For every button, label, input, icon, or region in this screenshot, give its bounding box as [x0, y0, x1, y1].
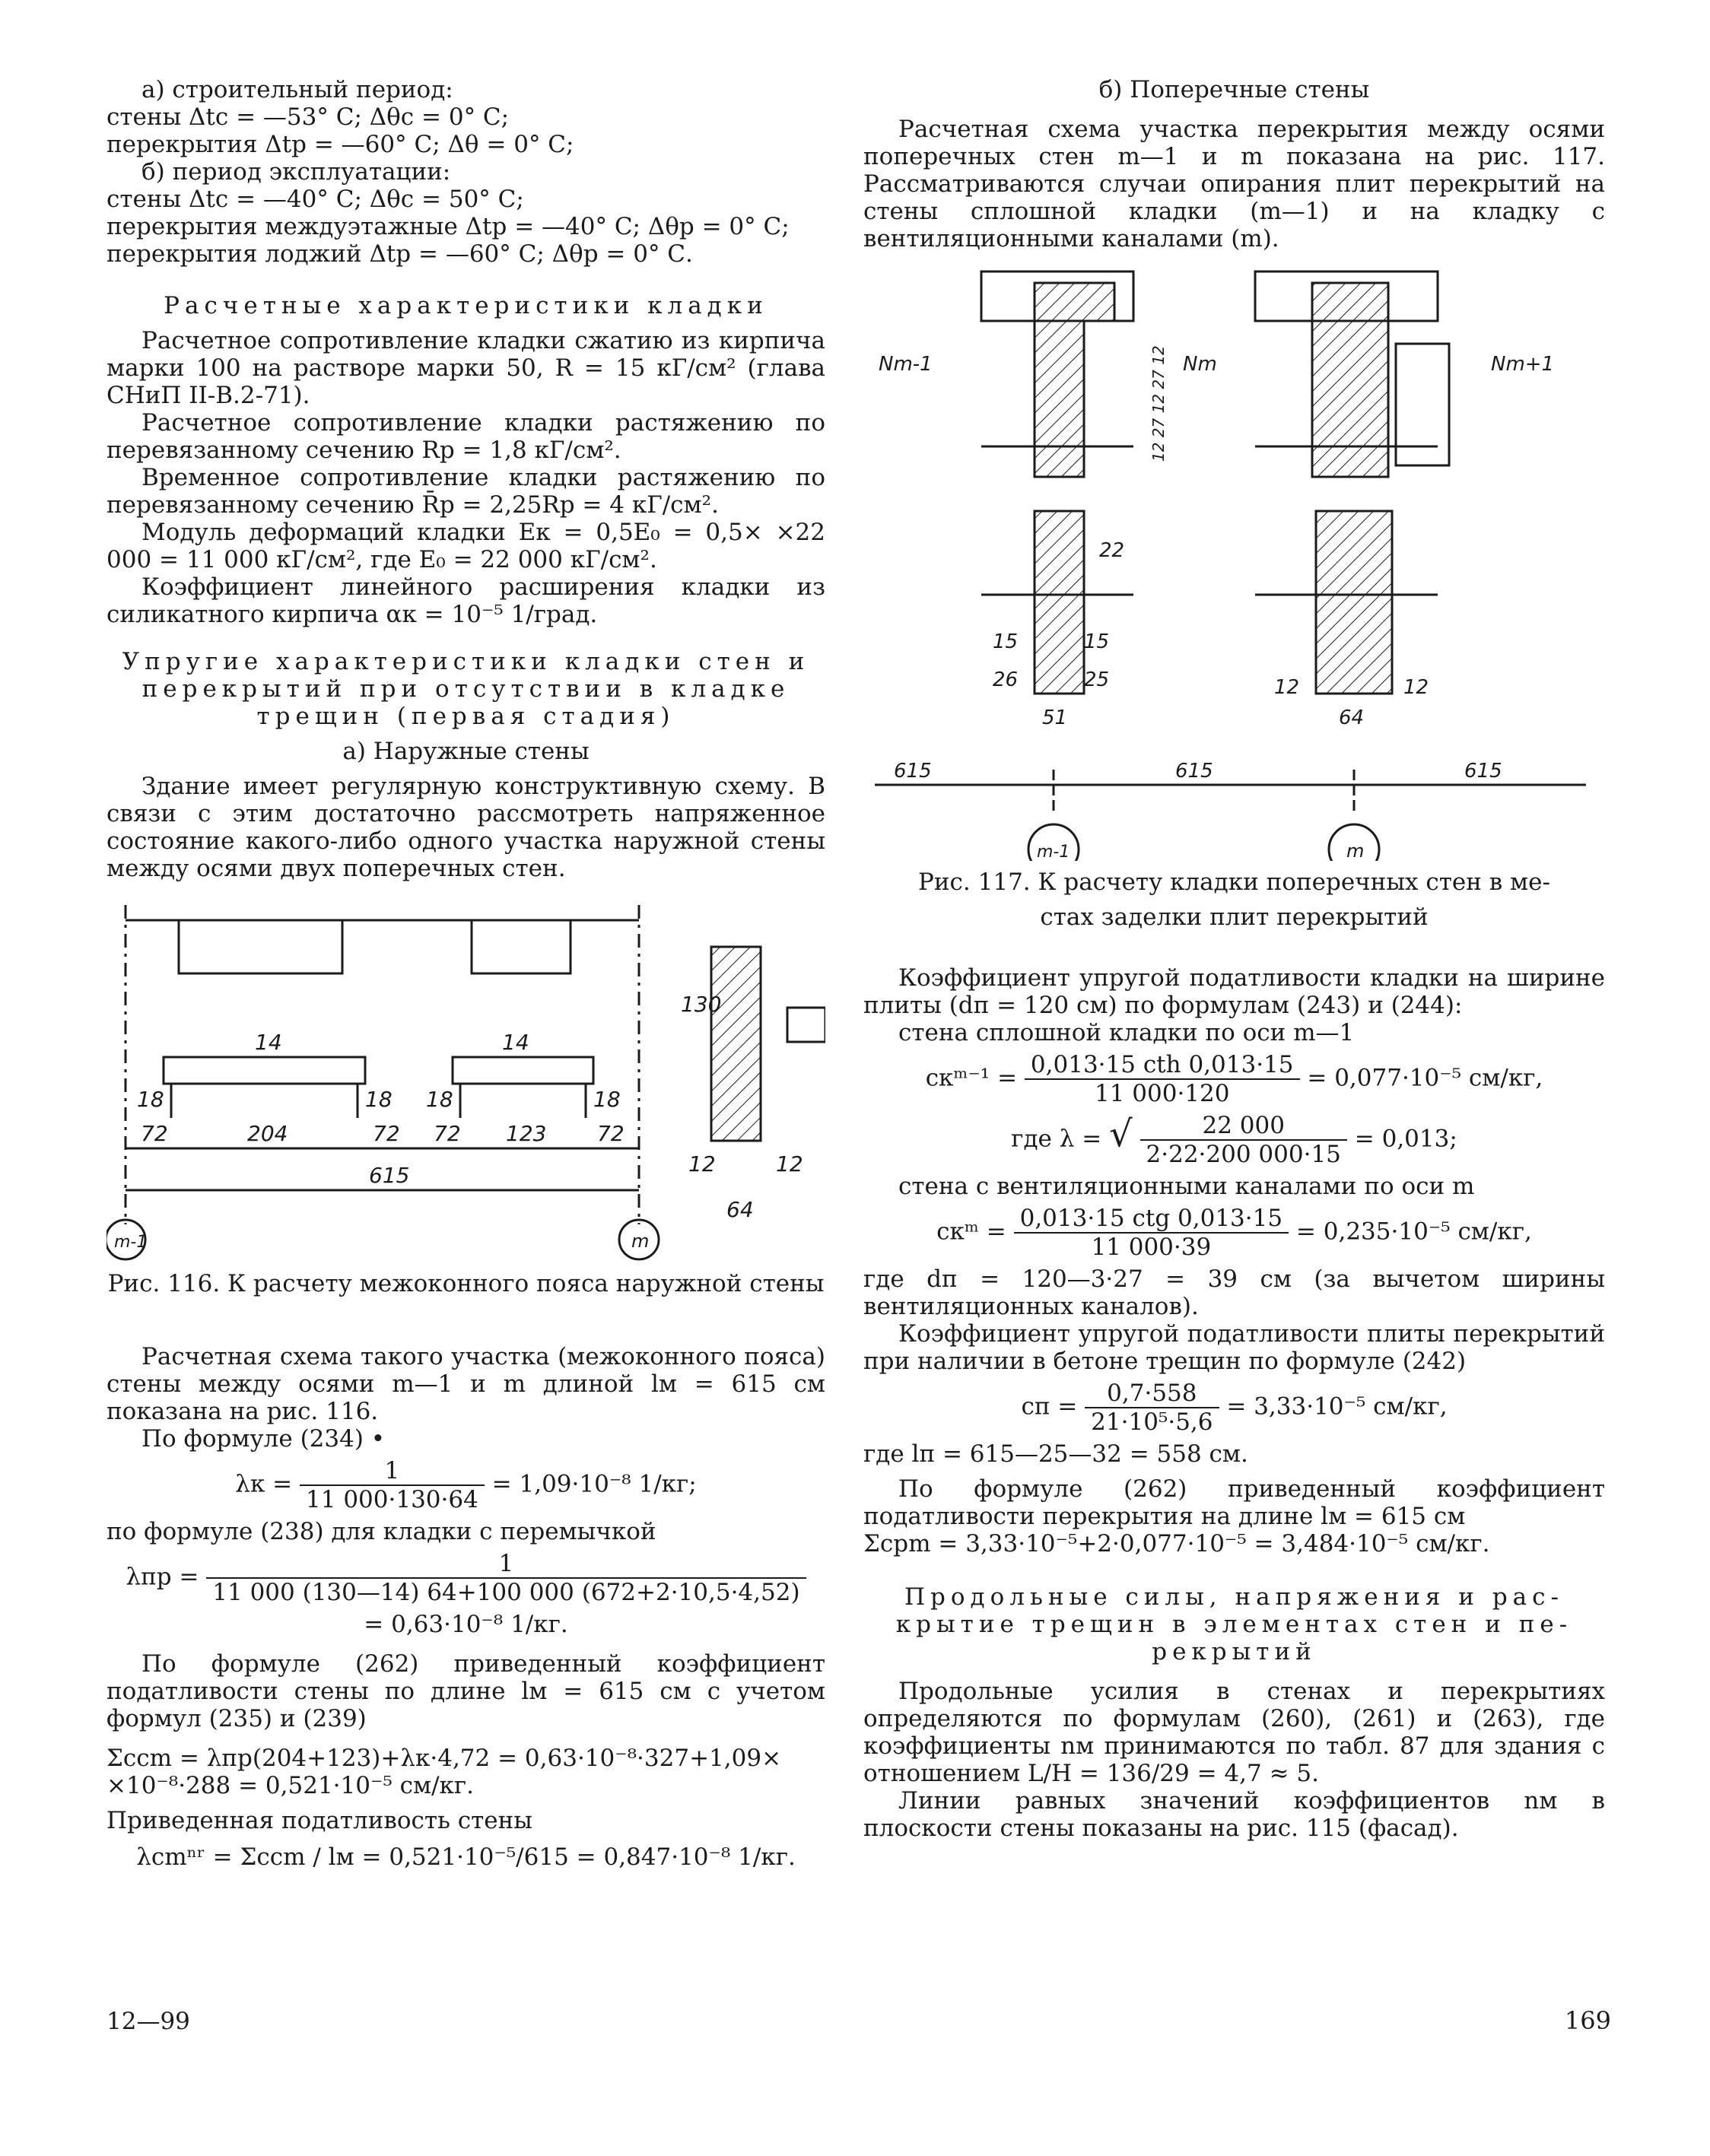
fraction-denominator: 2·22·200 000·15	[1146, 1141, 1341, 1168]
figure-116	[106, 897, 825, 1262]
formula-rhs: = 0,013;	[1354, 1125, 1457, 1153]
dim-label: 14	[502, 1030, 529, 1055]
dim-label: 72	[373, 1121, 400, 1146]
dim-label: 12	[776, 1151, 803, 1176]
wall-right-section	[1316, 511, 1392, 694]
dim-label: 18	[593, 1087, 621, 1112]
paragraph: Временное сопротивление кладки растяжению по перевязанному сечению R̄р = 2,25Rр = 4 кГ/см².	[106, 464, 825, 519]
dim-label: 14	[255, 1030, 282, 1055]
signature-mark: 12—99	[106, 2008, 190, 2035]
paragraph: По формуле (262) приведенный коэффициент податливости перекрытия на длине lм = 615 см	[863, 1475, 1605, 1530]
dim-label: 51	[1042, 706, 1068, 729]
formula-line: Σcрm = 3,33·10⁻⁵+2·0,077·10⁻⁵ = 3,484·10⁻⁵ см/кг.	[863, 1530, 1490, 1557]
formula-lhs: cп =	[1021, 1392, 1078, 1421]
text-line: перекрытия лоджий Δtр = —60° С; Δθр = 0° С.	[106, 240, 693, 268]
figure-caption: Рис. 117. К расчету кладки поперечных стен в ме-	[918, 868, 1550, 896]
section-heading: Продольные силы, напряжения и рас-	[904, 1583, 1564, 1611]
formula-lhs: cкᵐ =	[936, 1218, 1006, 1246]
paragraph: По формуле (262) приведенный коэффициент податливости стены по длине lм = 615 см с учетом формул (235) и (239)	[106, 1650, 825, 1732]
dim-label: 204	[247, 1121, 288, 1146]
fraction-numerator: 22 000	[1140, 1112, 1347, 1141]
section-heading: Упругие характеристики кладки стен и	[122, 648, 810, 675]
dim-label: 615	[894, 760, 932, 783]
page-number: 169	[1564, 2006, 1611, 2035]
dim-label: 25	[1084, 668, 1110, 691]
fraction-numerator: 1	[300, 1457, 485, 1486]
dim-label: 64	[1339, 706, 1365, 729]
text-line: а) строительный период:	[141, 76, 453, 103]
dim-label: 18	[365, 1087, 393, 1112]
formula	[863, 1112, 1605, 1168]
paragraph: Расчетная схема такого участка (межоконного пояса) стены между осями m—1 и m длиной lм = 615 см показана на рис. 116.	[106, 1343, 825, 1425]
text-line: б) период эксплуатации:	[141, 158, 451, 186]
fraction-numerator: 1	[206, 1550, 806, 1579]
dim-label: 72	[597, 1121, 625, 1146]
section-heading: Расчетные характеристики кладки	[164, 292, 768, 319]
formula-rhs: = 1,09·10⁻⁸ 1/кг;	[491, 1470, 697, 1498]
dim-label: 123	[506, 1121, 547, 1146]
formula	[106, 1457, 825, 1513]
figure-caption: стах заделки плит перекрытий	[1040, 903, 1429, 931]
fraction-numerator: 0,013·15 ctg 0,013·15	[1014, 1205, 1289, 1234]
force-label: Nm+1	[1491, 353, 1555, 376]
subsection-heading: а) Наружные стены	[342, 738, 590, 765]
formula	[106, 1550, 825, 1606]
dim-label: 12	[688, 1151, 716, 1176]
wall-left-section	[1035, 511, 1084, 694]
dim-label: 18	[137, 1087, 164, 1112]
wall-right-hatched	[1312, 283, 1388, 477]
paragraph: Расчетная схема участка перекрытия между осями поперечных стен m—1 и m показана на рис. 117. Рассматриваются случаи опирания плит перекрытий на стены сплошной кладки (m—1) и на кладку с вентиляционными каналами (m).	[863, 116, 1605, 252]
dim-label: 72	[141, 1121, 168, 1146]
axis-label-left: m-1	[1037, 843, 1070, 861]
formula-lhs: λпр =	[126, 1563, 199, 1591]
formula-rhs: = 0,235·10⁻⁵ см/кг,	[1295, 1218, 1532, 1246]
section-heading: рекрытий	[1152, 1638, 1317, 1665]
dim-label: 615	[1464, 760, 1502, 783]
text-line: перекрытия междуэтажные Δtр = —40° С; Δθр = 0° С;	[106, 213, 790, 240]
fraction-denominator: 11 000·130·64	[306, 1486, 478, 1513]
text-line: По формуле (234) •	[141, 1425, 386, 1453]
axis-label-right: m	[631, 1230, 650, 1252]
formula-lhs: λк =	[235, 1470, 293, 1498]
formula	[863, 1051, 1605, 1107]
paragraph: Коэффициент упругой податливости плиты перекрытий при наличии в бетоне трещин по формуле (242)	[863, 1320, 1605, 1375]
dim-label: 12	[1403, 676, 1429, 699]
dim-total-label: 615	[369, 1163, 410, 1188]
paragraph: Продольные усилия в стенах и перекрытиях определяются по формулам (260), (261) и (263), где коэффициенты nм принимаются по табл. 87 для здания с отношением L/H = 136/29 = 4,7 ≈ 5.	[863, 1678, 1605, 1787]
text-line: стены Δtс = —53° С; Δθс = 0° С;	[106, 103, 510, 131]
formula-result: = 0,63·10⁻⁸ 1/кг.	[364, 1611, 568, 1638]
formula-lhs: где λ =	[1011, 1125, 1102, 1153]
section-heading: крытие трещин в элементах стен и пе-	[895, 1611, 1573, 1638]
force-label: Nm	[1183, 353, 1217, 376]
paragraph: Модуль деформаций кладки Eк = 0,5E₀ = 0,5× ×22 000 = 11 000 кГ/см², где E₀ = 22 000 кГ/см².	[106, 519, 825, 573]
fraction-numerator: 0,7·558	[1085, 1380, 1219, 1408]
dim-label: 15	[1084, 630, 1110, 653]
formula	[863, 1205, 1605, 1261]
text-line: перекрытия Δtр = —60° С; Δθ = 0° С;	[106, 131, 574, 158]
formula	[863, 1380, 1605, 1436]
figure-caption: Рис. 116. К расчету межоконного пояса наружной стены	[107, 1270, 825, 1297]
text-line: стена с вентиляционными каналами по оси m	[898, 1173, 1475, 1200]
formula-line: ×10⁻⁸·288 = 0,521·10⁻⁵ см/кг.	[106, 1772, 474, 1799]
dim-label: 26	[993, 668, 1019, 691]
right-column	[863, 76, 1605, 1842]
text-line: стены Δtс = —40° С; Δθс = 50° С;	[106, 186, 524, 213]
subsection-heading: б) Поперечные стены	[1098, 76, 1370, 103]
text-line: Приведенная податливость стены	[106, 1807, 532, 1834]
formula-line: Σcсm = λпр(204+123)+λк·4,72 = 0,63·10⁻⁸·327+1,09×	[106, 1745, 782, 1772]
dim-label: 18	[426, 1087, 453, 1112]
wall-section	[711, 947, 761, 1141]
paragraph: где dп = 120—3·27 = 39 см (за вычетом ширины вентиляционных каналов).	[863, 1265, 1605, 1320]
fraction-denominator: 11 000·120	[1094, 1080, 1230, 1107]
paragraph: Коэффициент линейного расширения кладки из силикатного кирпича αк = 10⁻⁵ 1/град.	[106, 573, 825, 628]
sqrt-sign: √	[1109, 1113, 1133, 1156]
dim-label: 12	[1274, 676, 1300, 699]
paragraph: Расчетное сопротивление кладки растяжению по перевязанному сечению Rр = 1,8 кГ/см².	[106, 409, 825, 464]
formula-rhs: = 3,33·10⁻⁵ см/кг,	[1226, 1392, 1448, 1421]
dim-label: 615	[1175, 760, 1213, 783]
wall-left-hatched	[1035, 283, 1114, 477]
fraction-denominator: 21·10⁵·5,6	[1091, 1408, 1213, 1436]
text-line: где lп = 615—25—32 = 558 см.	[863, 1440, 1248, 1468]
force-label: Nm-1	[879, 353, 933, 376]
window-right	[472, 920, 571, 973]
fraction-numerator: 0,013·15 cth 0,013·15	[1025, 1051, 1300, 1080]
paragraph: Коэффициент упругой податливости кладки на ширине плиты (dп = 120 см) по формулам (243) и (244):	[863, 964, 1605, 1019]
dim-label: 22	[1099, 539, 1125, 562]
window-left	[179, 920, 342, 973]
dim-label: 15	[993, 630, 1019, 653]
axis-label-right: m	[1346, 840, 1365, 861]
figure-117	[863, 268, 1605, 861]
fraction-denominator: 11 000 (130—14) 64+100 000 (672+2·10,5·4,52)	[212, 1579, 800, 1606]
lintel-right	[453, 1057, 593, 1084]
dim-label: 72	[434, 1121, 461, 1146]
formula-lhs: cкᵐ⁻¹ =	[925, 1064, 1018, 1092]
paragraph: Расчетное сопротивление кладки сжатию из кирпича марки 100 на растворе марки 50, R = 15 кГ/см² (глава СНиП II-В.2-71).	[106, 327, 825, 409]
text-line: по формуле (238) для кладки с перемычкой	[106, 1518, 656, 1545]
paragraph: Здание имеет регулярную конструктивную схему. В связи с этим достаточно рассмотреть напряженное состояние какого-либо одного участка наружной стены между осями двух поперечных стен.	[106, 773, 825, 882]
fraction-denominator: 11 000·39	[1091, 1234, 1212, 1261]
lintel-left	[164, 1057, 365, 1084]
left-column	[106, 76, 825, 1871]
formula-line: λсmⁿʳ = Σcсm / lм = 0,521·10⁻⁵/615 = 0,847·10⁻⁸ 1/кг.	[136, 1843, 796, 1871]
formula-rhs: = 0,077·10⁻⁵ см/кг,	[1307, 1064, 1543, 1092]
paragraph: Линии равных значений коэффициентов nм в плоскости стены показаны на рис. 115 (фасад).	[863, 1787, 1605, 1842]
section-heading: трещин (первая стадия)	[256, 703, 675, 730]
dim-label: 64	[726, 1197, 754, 1222]
text-line: стена сплошной кладки по оси m—1	[898, 1019, 1355, 1046]
channel-dims: 12 27 12 27 12	[1149, 345, 1168, 462]
section-heading: перекрытий при отсутствии в кладке	[141, 675, 790, 703]
slab-section	[787, 1008, 825, 1042]
dim-label: 130	[681, 992, 722, 1017]
axis-label-left: m-1	[114, 1233, 148, 1252]
